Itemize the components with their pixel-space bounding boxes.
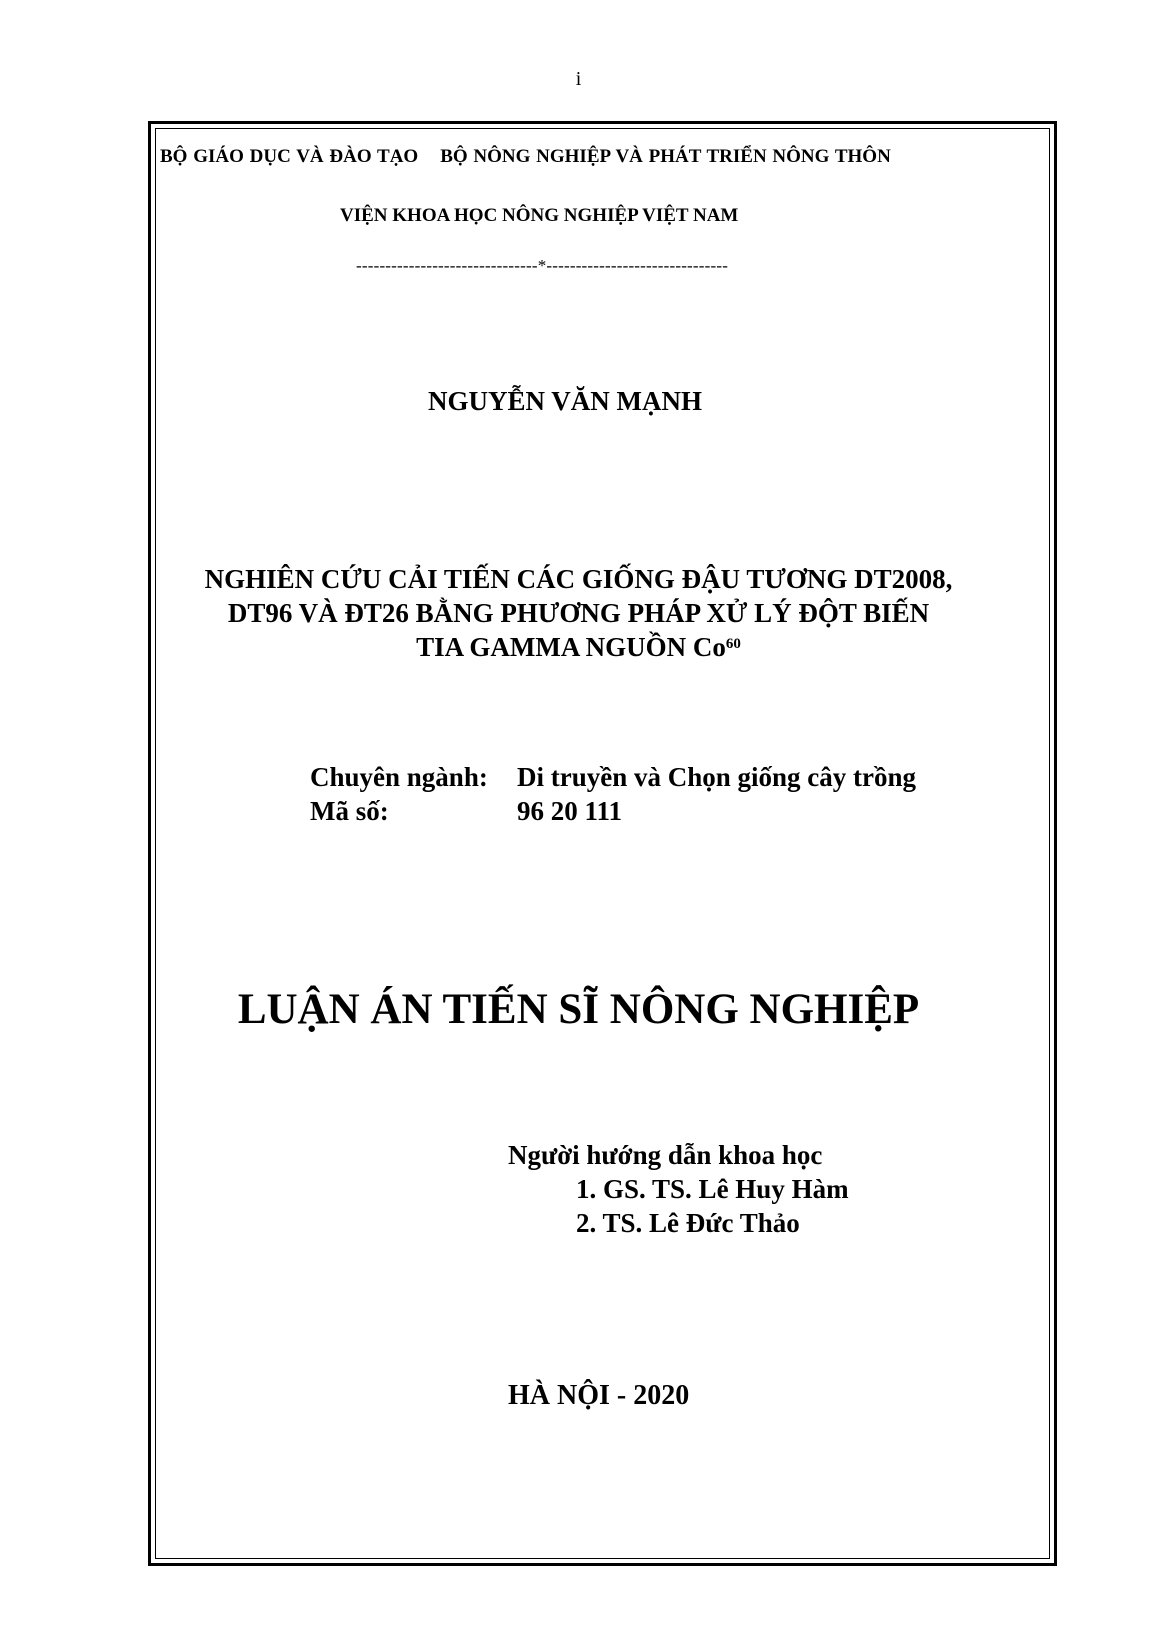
page-number: i bbox=[575, 68, 582, 90]
thesis-title-line-3 bbox=[0, 628, 1157, 666]
advisor-item: 2. TS. Lê Đức Thảo bbox=[576, 1208, 800, 1238]
institute-name: VIỆN KHOA HỌC NÔNG NGHIỆP VIỆT NAM bbox=[340, 205, 739, 226]
code-value: 96 20 111 bbox=[517, 796, 623, 826]
code-label: Mã số: bbox=[310, 796, 389, 826]
advisor-item: 1. GS. TS. Lê Huy Hàm bbox=[576, 1174, 849, 1204]
thesis-title-line-1: NGHIÊN CỨU CẢI TIẾN CÁC GIỐNG ĐẬU TƯƠNG DT2008, bbox=[204, 564, 953, 594]
thesis-title-line-2: DT96 VÀ ĐT26 BẰNG PHƯƠNG PHÁP XỬ LÝ ĐỘT BIẾN bbox=[227, 598, 930, 628]
ministries-header bbox=[160, 146, 891, 168]
separator-line: -------------------------------*------------------------------- bbox=[356, 256, 729, 275]
ministry-education: BỘ GIÁO DỤC VÀ ĐÀO TẠO bbox=[160, 146, 419, 167]
specialization-value: Di truyền và Chọn giống cây trồng bbox=[517, 762, 917, 792]
code-row bbox=[310, 796, 622, 827]
degree-title: LUẬN ÁN TIẾN SĨ NÔNG NGHIỆP bbox=[237, 986, 920, 1033]
place-and-year: HÀ NỘI - 2020 bbox=[508, 1380, 690, 1411]
thesis-title-line-3-text: TIA GAMMA NGUỒN Co bbox=[416, 632, 726, 662]
specialization-label: Chuyên ngành: bbox=[310, 762, 488, 792]
page-border-inner bbox=[155, 128, 1050, 1559]
author-name: NGUYỄN VĂN MẠNH bbox=[428, 386, 702, 416]
specialization-row bbox=[310, 762, 916, 793]
cobalt-isotope-superscript: 60 bbox=[725, 636, 741, 652]
page-border bbox=[148, 121, 1057, 1566]
advisors-heading: Người hướng dẫn khoa học bbox=[508, 1140, 823, 1170]
ministry-agriculture: BỘ NÔNG NGHIỆP VÀ PHÁT TRIỂN NÔNG THÔN bbox=[440, 146, 891, 167]
